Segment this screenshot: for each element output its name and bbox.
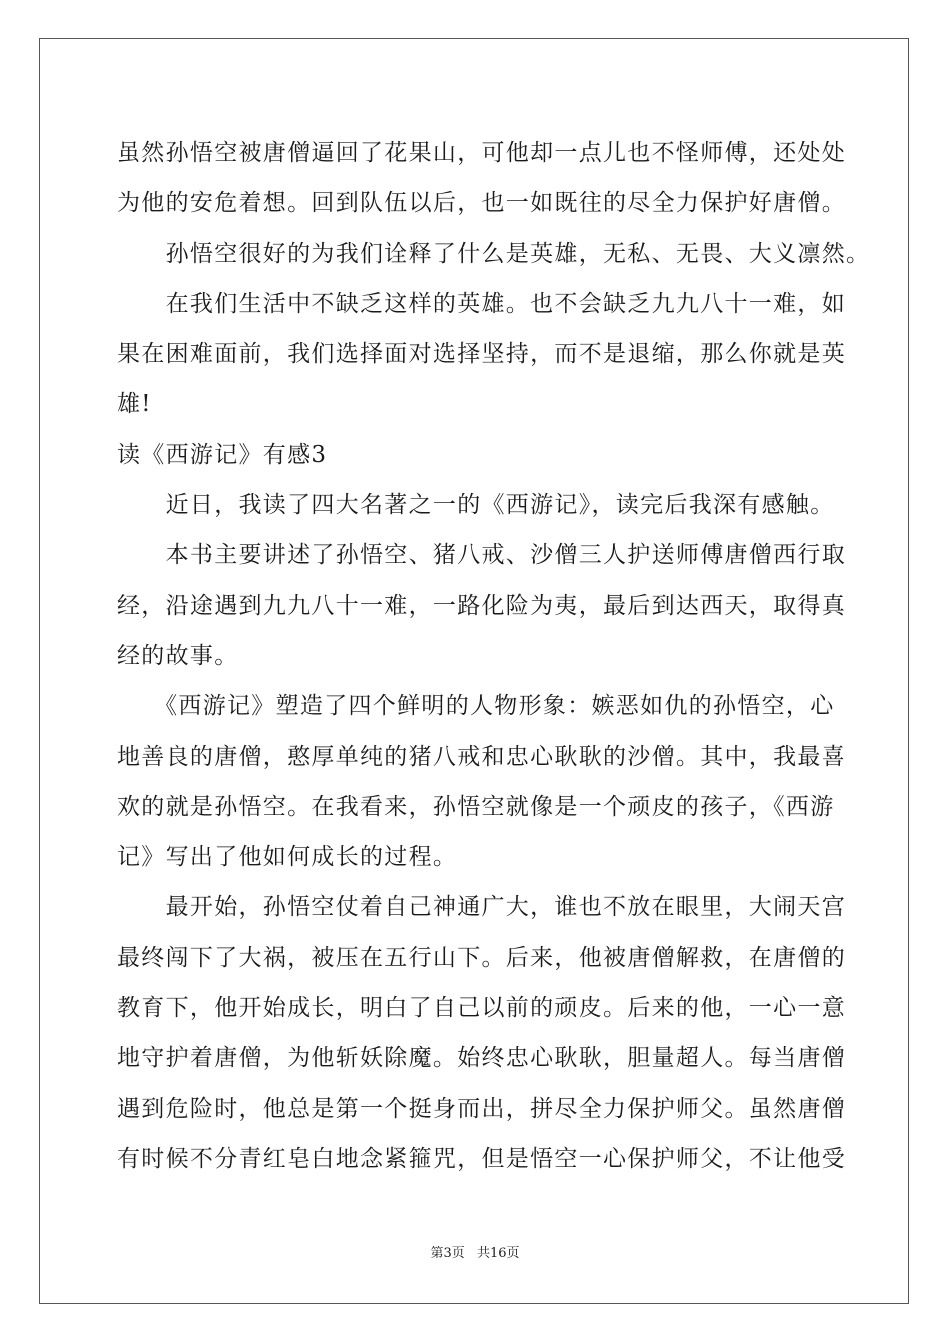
text-line: 孙悟空很好的为我们诠释了什么是英雄，无私、无畏、大义凛然。: [117, 240, 871, 267]
section-heading: 读《西游记》有感3: [117, 441, 328, 468]
text-line: 最开始，孙悟空仗着自己神通广大，谁也不放在眼里，大闹天宫: [117, 894, 846, 921]
page-footer: [0, 1244, 950, 1264]
text-line: 果在困难面前，我们选择面对选择坚持，而不是退缩，那么你就是英: [117, 341, 846, 368]
text-line: 欢的就是孙悟空。在我看来，孙悟空就像是一个顽皮的孩子，《西游: [117, 793, 835, 820]
text-line: 虽然孙悟空被唐僧逼回了花果山，可他却一点儿也不怪师傅，还处处: [117, 140, 846, 166]
text-line: 记》写出了他如何成长的过程。: [117, 844, 458, 871]
text-line: 地善良的唐僧，憨厚单纯的猪八戒和忠心耿耿的沙僧。其中，我最喜: [117, 743, 846, 770]
text-line: 近日，我读了四大名著之一的《西游记》，读完后我深有感触。: [117, 492, 835, 519]
text-line: 为他的安危着想。回到队伍以后，也一如既往的尽全力保护好唐僧。: [117, 190, 846, 217]
page-number: 第3页: [430, 1246, 465, 1261]
text-line: 在我们生活中不缺乏这样的英雄。也不会缺乏九九八十一难，如: [117, 290, 846, 317]
text-line: 遇到危险时，他总是第一个挺身而出，拼尽全力保护师父。虽然唐僧: [117, 1095, 846, 1122]
page-total: 共16页: [476, 1246, 520, 1261]
text-line: 最终闯下了大祸，被压在五行山下。后来，他被唐僧解救，在唐僧的: [117, 944, 846, 971]
text-line: 经的故事。: [117, 642, 239, 669]
text-line: 有时候不分青红皂白地念紧箍咒，但是悟空一心保护师父，不让他受: [117, 1145, 846, 1172]
text-line: 《西游记》塑造了四个鲜明的人物形象：嫉恶如仇的孙悟空，心: [117, 693, 835, 720]
text-line: 地守护着唐僧，为他斩妖除魔。始终忠心耿耿，胆量超人。每当唐僧: [117, 1045, 846, 1072]
text-line: 本书主要讲述了孙悟空、猪八戒、沙僧三人护送师傅唐僧西行取: [117, 542, 846, 569]
text-line: 雄!: [117, 391, 152, 418]
text-line: 教育下，他开始成长，明白了自己以前的顽皮。后来的他，一心一意: [117, 995, 846, 1022]
text-line: 经，沿途遇到九九八十一难，一路化险为夷，最后到达西天，取得真: [117, 592, 846, 619]
document-body: [117, 128, 871, 1184]
